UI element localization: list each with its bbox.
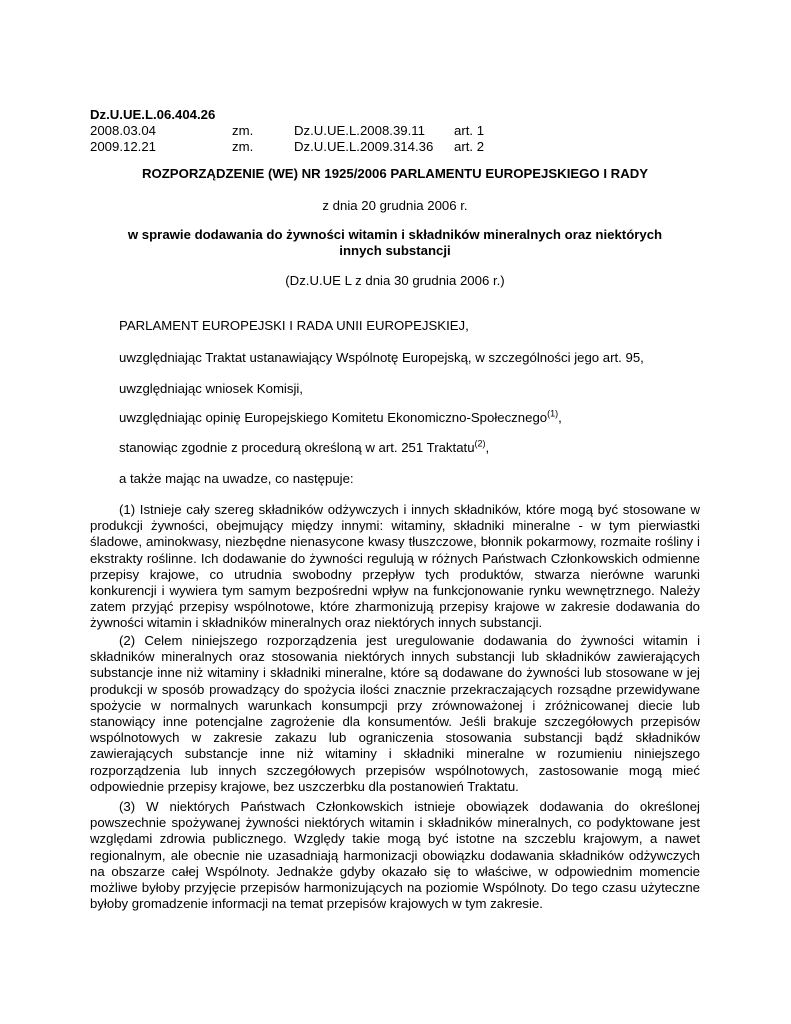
- preamble-line: [119, 410, 719, 426]
- preamble-line: uwzględniając wniosek Komisji,: [119, 381, 303, 396]
- preamble-line: a także mając na uwadze, co następuje:: [119, 471, 354, 486]
- preamble-line: uwzględniając Traktat ustanawiający Wspólnotę Europejską, w szczególności jego art. 95,: [119, 350, 644, 365]
- preamble-authors: PARLAMENT EUROPEJSKI I RADA UNII EUROPEJSKIEJ,: [119, 318, 469, 333]
- footnote-ref[interactable]: (2): [474, 438, 486, 449]
- amendment-ref: Dz.U.UE.L.2009.314.36: [294, 139, 434, 154]
- recital-paragraph: (2) Celem niniejszego rozporządzenia jest uregulowanie dodawania do żywności witamin i składników mineralnych oraz stosowania niektórych innych substancji lub składników zawierających substancje inne niż witaminy i składniki mineralne, które są dodawane do żywności lub stosowane w jej produkcji w sposób prowadzący do spożycia ilości znacznie przekraczających rozsądne przewidywane spożycie w normalnych warunkach konsumpcji przy zrównoważonej i zróżnicowanej diecie lub stanowiący inne potencjalne zagrożenie dla konsumentów. Jeśli brakuje szczegółowych przepisów wspólnotowych w zakresie zakazu lub ograniczenia stosowania substancji bądź składników zawierających substancje inne niż witaminy i składniki mineralne w rozumieniu niniejszego rozporządzenia lub innych szczegółowych przepisów wspólnotowych, zastosowanie mogą mieć odpowiednie przepisy krajowe, bez uszczerbku dla postanowień Traktatu.: [90, 633, 700, 794]
- preamble-text: stanowiąc zgodnie z procedurą określoną w art. 251 Traktatu: [119, 440, 475, 455]
- amendment-date: 2009.12.21: [90, 139, 157, 154]
- document-date: z dnia 20 grudnia 2006 r.: [322, 198, 468, 213]
- reference-header: [90, 107, 710, 155]
- preamble-line: [119, 440, 719, 456]
- publication-info: (Dz.U.UE L z dnia 30 grudnia 2006 r.): [285, 273, 505, 288]
- document-subject: w sprawie dodawania do żywności witamin i składników mineralnych oraz niektórych innych substancji: [127, 227, 663, 258]
- document-title: ROZPORZĄDZENIE (WE) NR 1925/2006 PARLAMENTU EUROPEJSKIEGO I RADY: [141, 166, 649, 181]
- document-id: Dz.U.UE.L.06.404.26: [90, 107, 216, 122]
- amendment-art: art. 1: [454, 123, 485, 138]
- amendment-art: art. 2: [454, 139, 485, 154]
- amendment-date: 2008.03.04: [90, 123, 157, 138]
- amendment-row: [90, 123, 710, 139]
- footnote-ref[interactable]: (1): [547, 408, 559, 419]
- preamble-text: uwzględniając opinię Europejskiego Komitetu Ekonomiczno-Społecznego: [119, 410, 548, 425]
- amendment-type: zm.: [232, 123, 254, 138]
- amendment-row: [90, 139, 710, 155]
- amendment-type: zm.: [232, 139, 254, 154]
- recital-paragraph: (1) Istnieje cały szereg składników odżywczych i innych składników, które mogą być stosowane w produkcji żywności, obejmujący między innymi: witaminy, składniki mineralne - w tym pierwiastki śladowe, aminokwasy, niezbędne nienasycone kwasy tłuszczowe, błonnik pokarmowy, rozmaite rośliny i ekstrakty roślinne. Ich dodawanie do żywności regulują w różnych Państwach Członkowskich odmienne przepisy krajowe, co utrudnia swobodny przepływ tych produktów, stwarza nierówne warunki konkurencji i wywiera tym samym bezpośredni wpływ na funkcjonowanie rynku wewnętrznego. Należy zatem przyjąć przepisy wspólnotowe, które zharmonizują przepisy krajowe w zakresie dodawania do żywności witamin i składników mineralnych oraz niektórych innych substancji.: [90, 502, 700, 631]
- amendment-ref: Dz.U.UE.L.2008.39.11: [294, 123, 425, 138]
- recital-paragraph: (3) W niektórych Państwach Członkowskich istnieje obowiązek dodawania do określonej powszechnie spożywanej żywności niektórych witamin i składników mineralnych, co podyktowane jest względami zdrowia publicznego. Względy takie mogą być istotne na szczeblu krajowym, a nawet regionalnym, ale obecnie nie uzasadniają harmonizacji obowiązku dodawania składników odżywczych na obszarze całej Wspólnoty. Jednakże gdyby okazało się to właściwe, w odpowiednim momencie możliwe byłoby przyjęcie przepisów harmonizujących na poziomie Wspólnoty. Do tego czasu użyteczne byłoby gromadzenie informacji na temat przepisów krajowych w tym zakresie.: [90, 799, 700, 912]
- preamble-punct: ,: [558, 410, 562, 425]
- preamble-punct: ,: [485, 440, 490, 455]
